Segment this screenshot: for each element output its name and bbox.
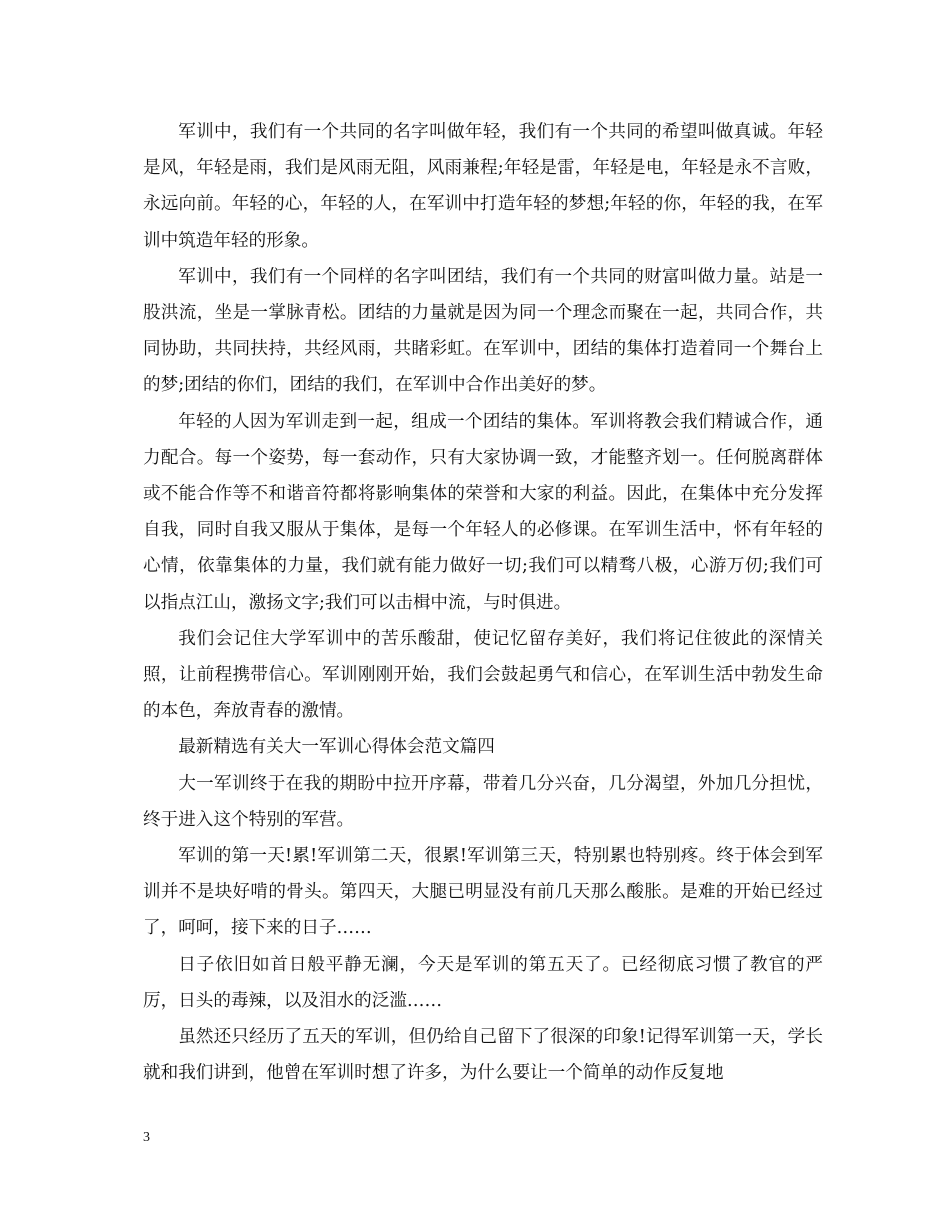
- document-body: [143, 114, 823, 1091]
- paragraph-8: 虽然还只经历了五天的军训，但仍给自己留下了很深的印象!记得军训第一天，学长就和我们讲到，他曾在军训时想了许多，为什么要让一个简单的动作反复地: [143, 1027, 823, 1084]
- paragraph-3: 年轻的人因为军训走到一起，组成一个团结的集体。军训将教会我们精诚合作，通力配合。每一个姿势，每一套动作，只有大家协调一致，才能整齐划一。任何脱离群体或不能合作等不和谐音符都将影响集体的荣誉和大家的利益。因此，在集体中充分发挥自我，同时自我又服从于集体，是每一个年轻人的必修课。在军训生活中，怀有年轻的心情，依靠集体的力量，我们就有能力做好一切;我们可以精骛八极，心游万仞;我们可以指点江山，激扬文字;我们可以击楫中流，与时俱进。: [143, 411, 823, 613]
- paragraph-4: 我们会记住大学军训中的苦乐酸甜，使记忆留存美好，我们将记住彼此的深情关照，让前程携带信心。军训刚刚开始，我们会鼓起勇气和信心，在军训生活中勃发生命的本色，奔放青春的激情。: [143, 628, 823, 722]
- paragraph-7: 日子依旧如首日般平静无澜，今天是军训的第五天了。已经彻底习惯了教官的严厉，日头的毒辣，以及泪水的泛滥……: [143, 954, 823, 1011]
- section-heading: 最新精选有关大一军训心得体会范文篇四: [178, 737, 495, 758]
- paragraph-6: 军训的第一天!累!军训第二天，很累!军训第三天，特别累也特别疼。终于体会到军训并不是块好啃的骨头。第四天，大腿已明显没有前几天那么酸胀。是难的开始已经过了，呵呵，接下来的日子……: [143, 846, 823, 939]
- page-number: 3: [143, 1130, 150, 1145]
- paragraph-1: 军训中，我们有一个共同的名字叫做年轻，我们有一个共同的希望叫做真诚。年轻是风，年轻是雨，我们是风雨无阻，风雨兼程;年轻是雷，年轻是电，年轻是永不言败，永远向前。年轻的心，年轻的人，在军训中打造年轻的梦想;年轻的你，年轻的我，在军训中筑造年轻的形象。: [143, 122, 823, 251]
- paragraph-2: 军训中，我们有一个同样的名字叫团结，我们有一个共同的财富叫做力量。站是一股洪流，坐是一掌脉青松。团结的力量就是因为同一个理念而聚在一起，共同合作，共同协助，共同扶持，共经风雨，共睹彩虹。在军训中，团结的集体打造着同一个舞台上的梦;团结的你们，团结的我们，在军训中合作出美好的梦。: [143, 266, 823, 396]
- paragraph-5: 大一军训终于在我的期盼中拉开序幕，带着几分兴奋，几分渴望，外加几分担忧，终于进入这个特别的军营。: [143, 773, 823, 830]
